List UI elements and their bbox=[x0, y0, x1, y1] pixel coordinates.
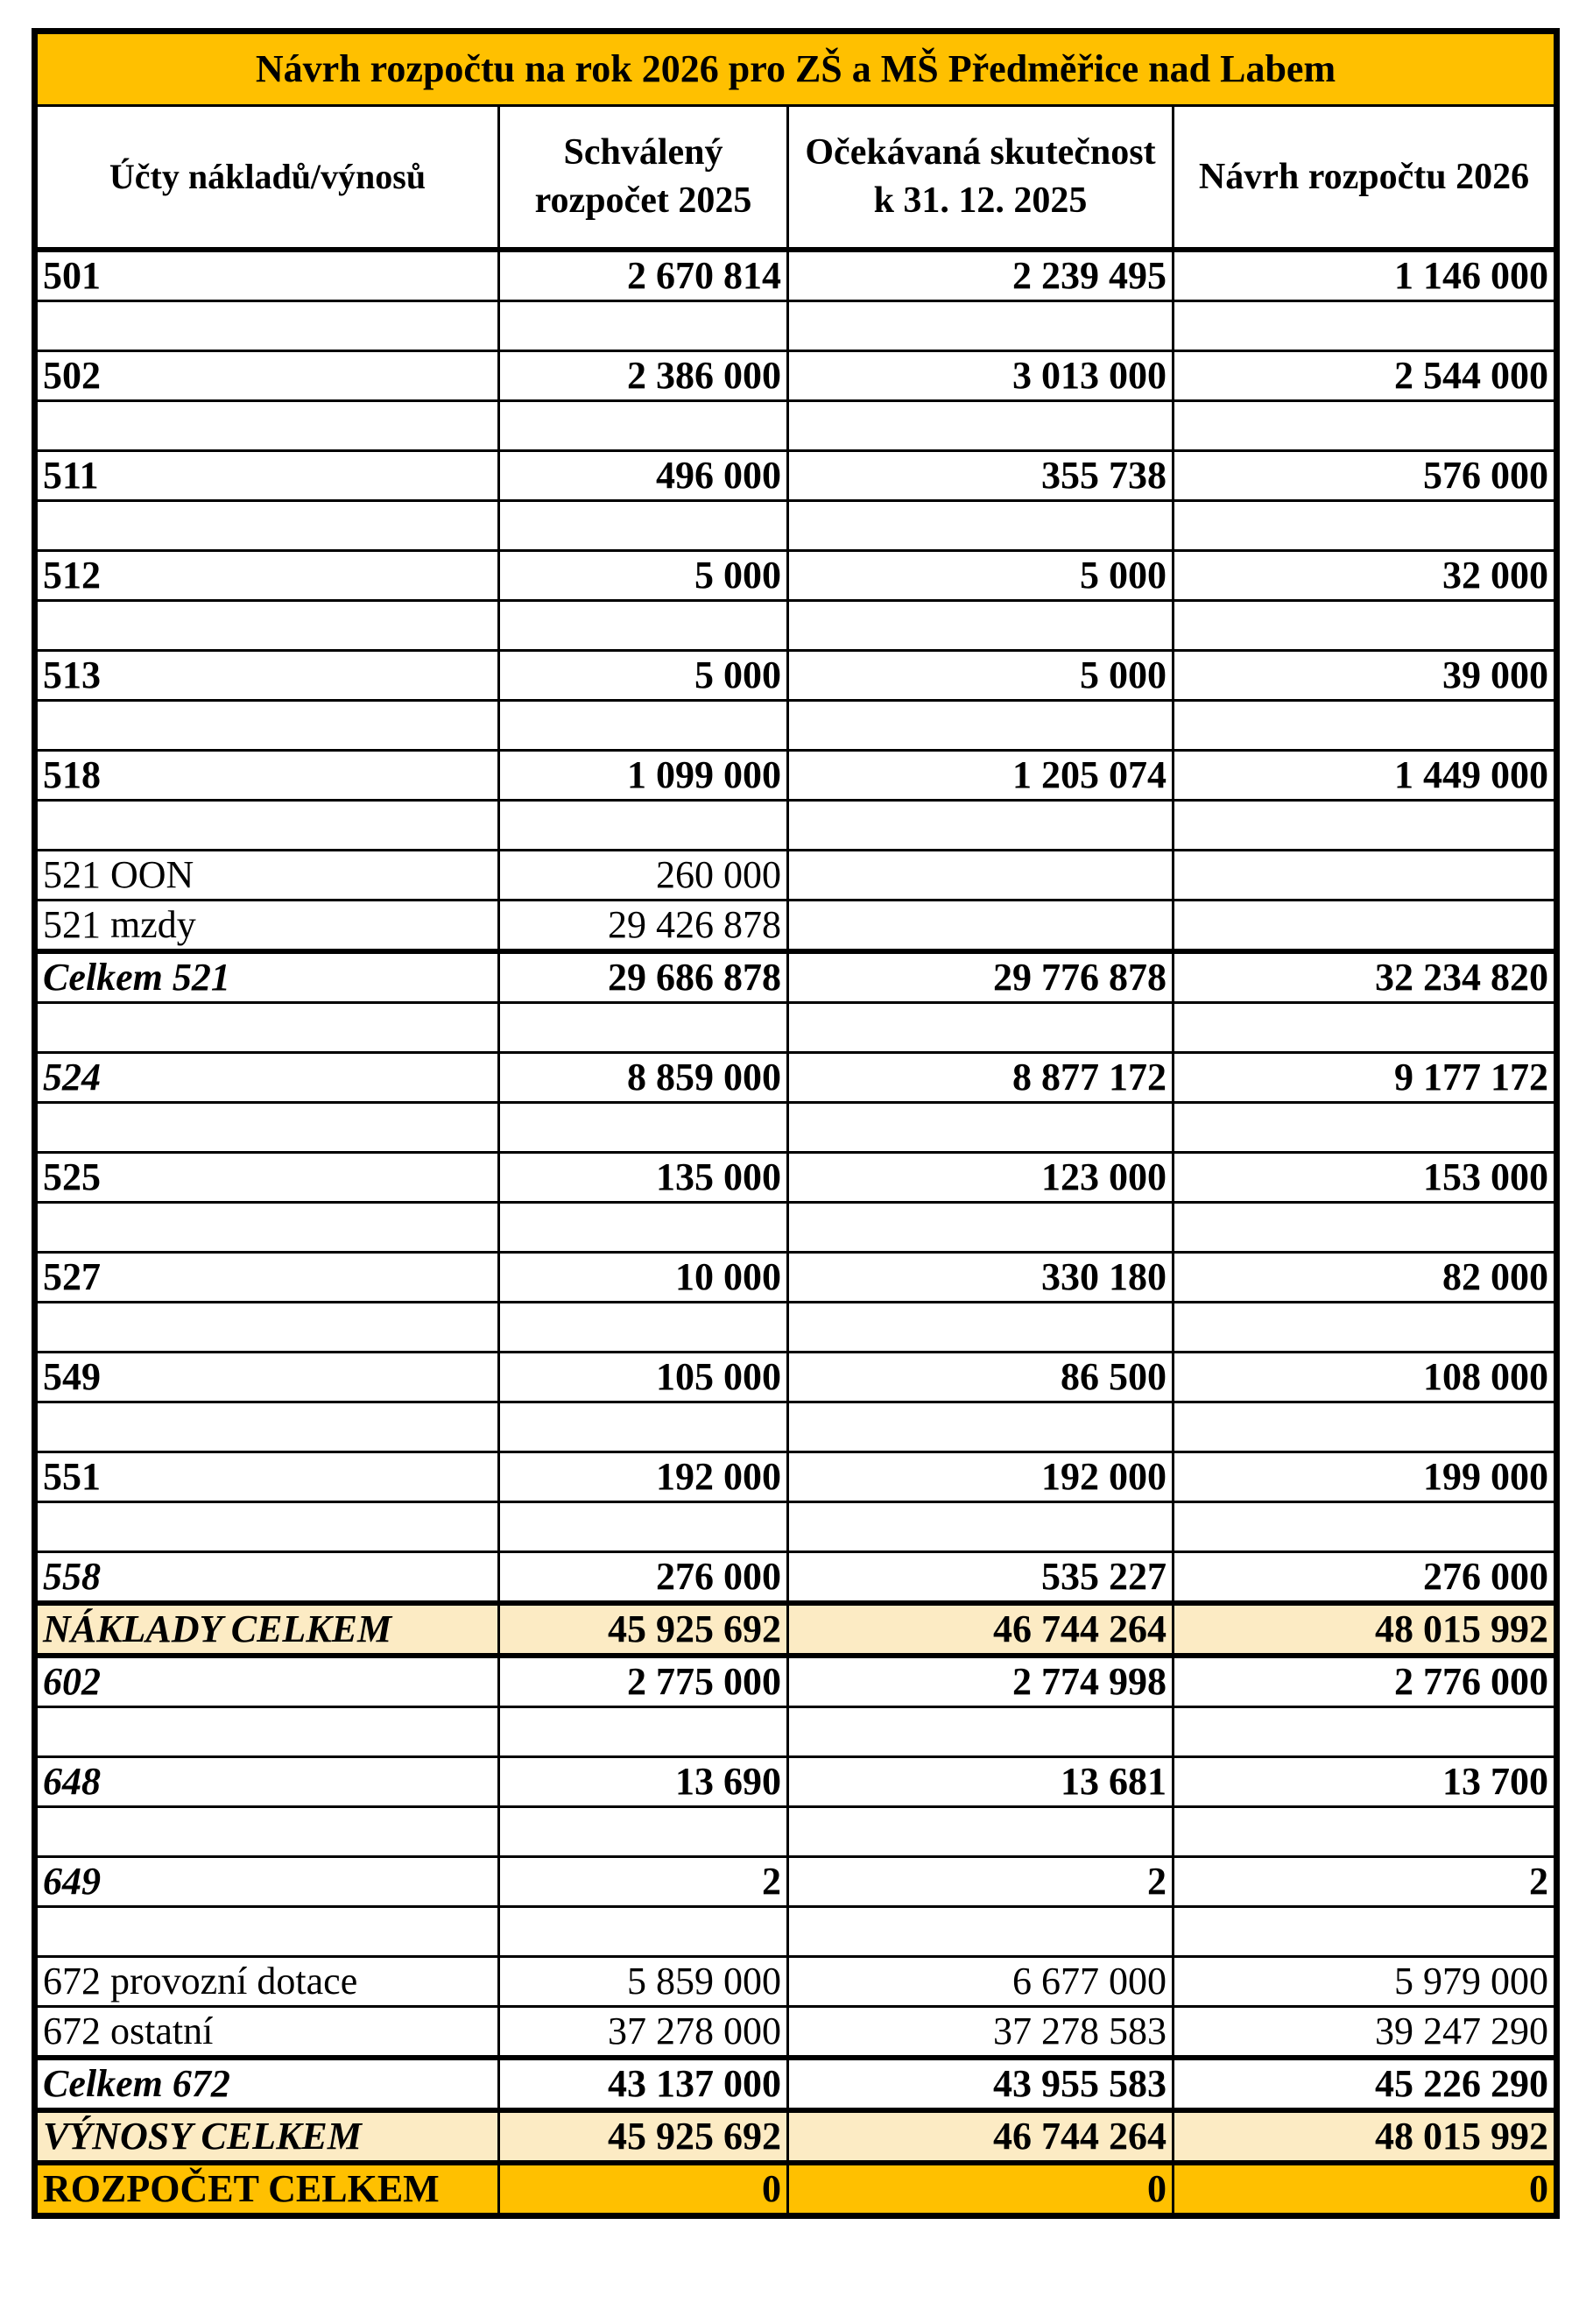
expected-2025-value: 46 744 264 bbox=[788, 1603, 1174, 1656]
expected-2025-value: 2 774 998 bbox=[788, 1656, 1174, 1707]
table-row bbox=[35, 1353, 1557, 1402]
proposal-2026-value bbox=[1174, 901, 1557, 952]
spacer-row bbox=[35, 1203, 1557, 1253]
table-row bbox=[35, 951, 1557, 1003]
proposal-2026-value: 45 226 290 bbox=[1174, 2058, 1557, 2110]
approved-2025-value: 1 099 000 bbox=[499, 751, 788, 801]
account-label: NÁKLADY CELKEM bbox=[35, 1603, 499, 1656]
table-row bbox=[35, 451, 1557, 501]
budget-table bbox=[32, 28, 1560, 2219]
expected-2025-value: 355 738 bbox=[788, 451, 1174, 501]
proposal-2026-value: 1 146 000 bbox=[1174, 250, 1557, 301]
expected-2025-value: 6 677 000 bbox=[788, 1957, 1174, 2007]
account-label: 501 bbox=[35, 250, 499, 301]
spacer-row bbox=[35, 701, 1557, 751]
proposal-2026-value: 1 449 000 bbox=[1174, 751, 1557, 801]
table-row bbox=[35, 2058, 1557, 2110]
expected-2025-value: 13 681 bbox=[788, 1757, 1174, 1807]
expected-2025-value: 2 239 495 bbox=[788, 250, 1174, 301]
spacer-row bbox=[35, 301, 1557, 351]
account-label: 511 bbox=[35, 451, 499, 501]
proposal-2026-value: 48 015 992 bbox=[1174, 2110, 1557, 2163]
expected-2025-value: 86 500 bbox=[788, 1353, 1174, 1402]
proposal-2026-value: 2 bbox=[1174, 1857, 1557, 1907]
proposal-2026-value: 153 000 bbox=[1174, 1153, 1557, 1203]
account-label: 649 bbox=[35, 1857, 499, 1907]
table-row bbox=[35, 1656, 1557, 1707]
approved-2025-value: 276 000 bbox=[499, 1552, 788, 1604]
approved-2025-value: 2 386 000 bbox=[499, 351, 788, 401]
table-row bbox=[35, 901, 1557, 952]
table-row bbox=[35, 651, 1557, 701]
expected-2025-value: 0 bbox=[788, 2163, 1174, 2216]
approved-2025-value: 13 690 bbox=[499, 1757, 788, 1807]
proposal-2026-value: 2 776 000 bbox=[1174, 1656, 1557, 1707]
spacer-row bbox=[35, 1707, 1557, 1757]
expected-2025-value: 29 776 878 bbox=[788, 951, 1174, 1003]
proposal-2026-value: 82 000 bbox=[1174, 1253, 1557, 1303]
header-proposal-2026: Návrh rozpočtu 2026 bbox=[1174, 106, 1557, 251]
approved-2025-value: 105 000 bbox=[499, 1353, 788, 1402]
proposal-2026-value: 13 700 bbox=[1174, 1757, 1557, 1807]
header-expected-2025: Očekávaná skutečnost k 31. 12. 2025 bbox=[788, 106, 1174, 251]
table-row bbox=[35, 250, 1557, 301]
table-row bbox=[35, 1053, 1557, 1103]
table-row bbox=[35, 351, 1557, 401]
table-row bbox=[35, 1552, 1557, 1604]
account-label: 549 bbox=[35, 1353, 499, 1402]
account-label: ROZPOČET CELKEM bbox=[35, 2163, 499, 2216]
table-row bbox=[35, 1253, 1557, 1303]
approved-2025-value: 2 bbox=[499, 1857, 788, 1907]
approved-2025-value: 43 137 000 bbox=[499, 2058, 788, 2110]
approved-2025-value: 37 278 000 bbox=[499, 2007, 788, 2059]
expected-2025-value bbox=[788, 851, 1174, 901]
account-label: 521 OON bbox=[35, 851, 499, 901]
spacer-row bbox=[35, 401, 1557, 451]
account-label: Celkem 672 bbox=[35, 2058, 499, 2110]
table-row bbox=[35, 551, 1557, 601]
total-costs-row bbox=[35, 1603, 1557, 1656]
approved-2025-value: 8 859 000 bbox=[499, 1053, 788, 1103]
approved-2025-value: 5 859 000 bbox=[499, 1957, 788, 2007]
spacer-row bbox=[35, 1303, 1557, 1353]
budget-total-row bbox=[35, 2163, 1557, 2216]
approved-2025-value: 2 670 814 bbox=[499, 250, 788, 301]
spacer-row bbox=[35, 1807, 1557, 1857]
approved-2025-value: 260 000 bbox=[499, 851, 788, 901]
table-row bbox=[35, 2007, 1557, 2059]
proposal-2026-value: 199 000 bbox=[1174, 1452, 1557, 1502]
table-row bbox=[35, 751, 1557, 801]
expected-2025-value: 192 000 bbox=[788, 1452, 1174, 1502]
spacer-row bbox=[35, 1907, 1557, 1957]
expected-2025-value: 535 227 bbox=[788, 1552, 1174, 1604]
spacer-row bbox=[35, 801, 1557, 851]
proposal-2026-value: 2 544 000 bbox=[1174, 351, 1557, 401]
account-label: 672 ostatní bbox=[35, 2007, 499, 2059]
expected-2025-value: 5 000 bbox=[788, 551, 1174, 601]
approved-2025-value: 29 686 878 bbox=[499, 951, 788, 1003]
proposal-2026-value: 39 247 290 bbox=[1174, 2007, 1557, 2059]
proposal-2026-value: 39 000 bbox=[1174, 651, 1557, 701]
account-label: 513 bbox=[35, 651, 499, 701]
account-label: 602 bbox=[35, 1656, 499, 1707]
expected-2025-value: 123 000 bbox=[788, 1153, 1174, 1203]
expected-2025-value: 1 205 074 bbox=[788, 751, 1174, 801]
expected-2025-value: 3 013 000 bbox=[788, 351, 1174, 401]
approved-2025-value: 2 775 000 bbox=[499, 1656, 788, 1707]
spacer-row bbox=[35, 1003, 1557, 1053]
table-title: Návrh rozpočtu na rok 2026 pro ZŠ a MŠ Předměřice nad Labem bbox=[35, 32, 1557, 106]
account-label: 648 bbox=[35, 1757, 499, 1807]
approved-2025-value: 496 000 bbox=[499, 451, 788, 501]
account-label: 672 provozní dotace bbox=[35, 1957, 499, 2007]
spacer-row bbox=[35, 1402, 1557, 1452]
account-label: 521 mzdy bbox=[35, 901, 499, 952]
expected-2025-value: 330 180 bbox=[788, 1253, 1174, 1303]
header-accounts: Účty nákladů/výnosů bbox=[35, 106, 499, 251]
table-row bbox=[35, 1757, 1557, 1807]
expected-2025-value bbox=[788, 901, 1174, 952]
account-label: 502 bbox=[35, 351, 499, 401]
table-row bbox=[35, 1153, 1557, 1203]
expected-2025-value: 46 744 264 bbox=[788, 2110, 1174, 2163]
approved-2025-value: 10 000 bbox=[499, 1253, 788, 1303]
proposal-2026-value: 32 234 820 bbox=[1174, 951, 1557, 1003]
expected-2025-value: 43 955 583 bbox=[788, 2058, 1174, 2110]
approved-2025-value: 5 000 bbox=[499, 551, 788, 601]
approved-2025-value: 135 000 bbox=[499, 1153, 788, 1203]
proposal-2026-value: 9 177 172 bbox=[1174, 1053, 1557, 1103]
proposal-2026-value: 108 000 bbox=[1174, 1353, 1557, 1402]
approved-2025-value: 45 925 692 bbox=[499, 1603, 788, 1656]
account-label: 524 bbox=[35, 1053, 499, 1103]
proposal-2026-value: 576 000 bbox=[1174, 451, 1557, 501]
account-label: 551 bbox=[35, 1452, 499, 1502]
table-row bbox=[35, 1857, 1557, 1907]
proposal-2026-value: 32 000 bbox=[1174, 551, 1557, 601]
approved-2025-value: 45 925 692 bbox=[499, 2110, 788, 2163]
account-label: VÝNOSY CELKEM bbox=[35, 2110, 499, 2163]
table-row bbox=[35, 851, 1557, 901]
approved-2025-value: 5 000 bbox=[499, 651, 788, 701]
proposal-2026-value: 276 000 bbox=[1174, 1552, 1557, 1604]
spacer-row bbox=[35, 1103, 1557, 1153]
header-approved-2025: Schválený rozpočet 2025 bbox=[499, 106, 788, 251]
spacer-row bbox=[35, 601, 1557, 651]
table-row bbox=[35, 1452, 1557, 1502]
account-label: Celkem 521 bbox=[35, 951, 499, 1003]
proposal-2026-value: 5 979 000 bbox=[1174, 1957, 1557, 2007]
expected-2025-value: 37 278 583 bbox=[788, 2007, 1174, 2059]
account-label: 527 bbox=[35, 1253, 499, 1303]
expected-2025-value: 2 bbox=[788, 1857, 1174, 1907]
spacer-row bbox=[35, 1502, 1557, 1552]
proposal-2026-value bbox=[1174, 851, 1557, 901]
spacer-row bbox=[35, 501, 1557, 551]
account-label: 518 bbox=[35, 751, 499, 801]
account-label: 512 bbox=[35, 551, 499, 601]
expected-2025-value: 5 000 bbox=[788, 651, 1174, 701]
approved-2025-value: 192 000 bbox=[499, 1452, 788, 1502]
account-label: 558 bbox=[35, 1552, 499, 1604]
proposal-2026-value: 0 bbox=[1174, 2163, 1557, 2216]
approved-2025-value: 0 bbox=[499, 2163, 788, 2216]
account-label: 525 bbox=[35, 1153, 499, 1203]
total-revenues-row bbox=[35, 2110, 1557, 2163]
approved-2025-value: 29 426 878 bbox=[499, 901, 788, 952]
table-row bbox=[35, 1957, 1557, 2007]
expected-2025-value: 8 877 172 bbox=[788, 1053, 1174, 1103]
proposal-2026-value: 48 015 992 bbox=[1174, 1603, 1557, 1656]
